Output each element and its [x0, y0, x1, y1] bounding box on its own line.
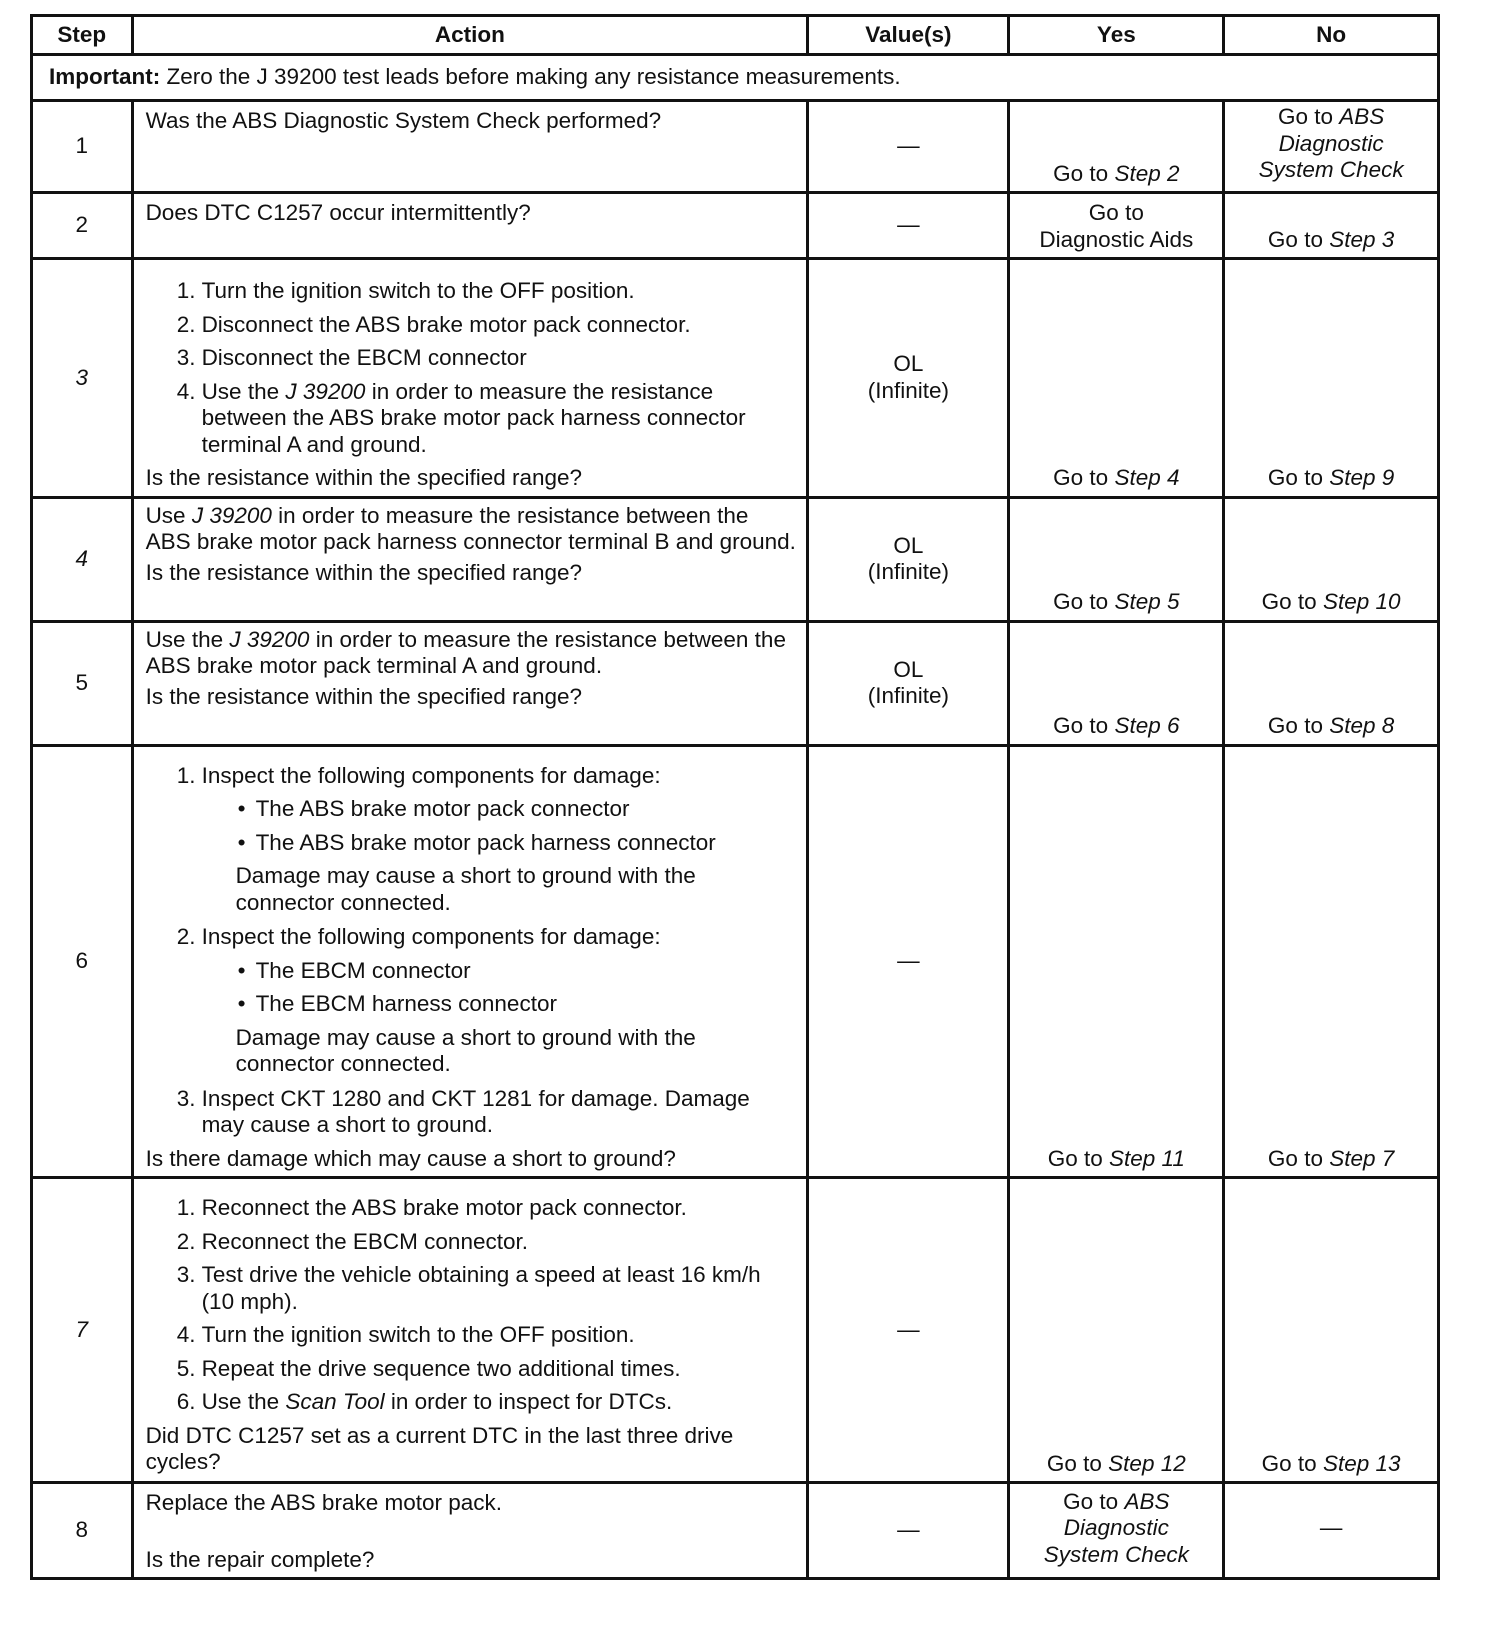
step-no: Go to Step 8 — [1224, 621, 1439, 745]
action-text: Was the ABS Diagnostic System Check performed? — [145, 108, 662, 133]
step-action — [132, 193, 808, 259]
step-no — [1224, 101, 1439, 193]
table-row — [32, 101, 1439, 193]
table-row — [32, 621, 1439, 745]
header-no: No — [1224, 16, 1439, 55]
action-question: Did DTC C1257 set as a current DTC in the last three drive cycles? — [145, 1422, 734, 1474]
table-row — [32, 1483, 1439, 1579]
list-item: 1. Inspect the following components for damage: — [176, 762, 661, 788]
step-no: — — [1224, 1483, 1439, 1579]
list-item: 2. Disconnect the ABS brake motor pack connector. — [176, 311, 691, 337]
action-text: Does DTC C1257 occur intermittently? — [145, 200, 531, 225]
step-action — [132, 1483, 808, 1579]
header-action: Action — [132, 16, 808, 55]
header-row — [32, 16, 1439, 55]
step-number: 4 — [32, 497, 133, 621]
list-item: 3. Inspect CKT 1280 and CKT 1281 for damage. Damage may cause a short to ground. — [176, 1085, 750, 1137]
step-number: 6 — [32, 745, 133, 1178]
goto-link: System Check — [1258, 157, 1404, 182]
step-number: 7 — [32, 1178, 133, 1483]
header-step: Step — [32, 16, 133, 55]
important-row — [32, 55, 1439, 101]
step-yes: Go to Step 5 — [1009, 497, 1224, 621]
list-item: 5. Repeat the drive sequence two additional times. — [176, 1355, 681, 1381]
header-values: Value(s) — [808, 16, 1009, 55]
list-item: 1. Turn the ignition switch to the OFF position. — [176, 278, 635, 303]
goto-link: Diagnostic — [1278, 130, 1384, 156]
bullet-item: • The ABS brake motor pack connector — [237, 796, 630, 821]
goto-text: Go to — [1267, 226, 1330, 252]
bullet-item: • The EBCM connector — [237, 957, 471, 983]
action-question: Is there damage which may cause a short to ground? — [145, 1145, 676, 1171]
goto-link: Diagnostic Aids — [1039, 226, 1194, 252]
bullet-item: • The EBCM harness connector — [237, 991, 557, 1016]
important-label: Important: — [49, 64, 161, 90]
note-text: Damage may cause a short to ground with the connector connected. — [235, 1024, 696, 1076]
goto-text: Go to — [1053, 160, 1115, 186]
table-row — [32, 745, 1439, 1178]
step-no: Go to Step 9 — [1224, 259, 1439, 498]
header-yes: Yes — [1009, 16, 1224, 55]
action-question: Is the repair complete? — [145, 1546, 375, 1572]
list-item: 2. Inspect the following components for damage: — [176, 924, 661, 949]
list-item: 3. Test drive the vehicle obtaining a speed at least 16 km/h (10 mph). — [176, 1262, 761, 1314]
goto-text: Go to — [1088, 200, 1144, 225]
step-action — [132, 621, 808, 745]
diagnostic-table — [30, 14, 1440, 1580]
important-note — [32, 55, 1439, 101]
goto-link: Step 3 — [1329, 226, 1395, 252]
bullet-item: • The ABS brake motor pack harness connector — [237, 829, 716, 855]
step-number: 8 — [32, 1483, 133, 1579]
step-value: — — [808, 745, 1009, 1178]
step-no: Go to Step 7 — [1224, 745, 1439, 1178]
step-no — [1224, 193, 1439, 259]
step-action — [132, 1178, 808, 1483]
step-number: 1 — [32, 101, 133, 193]
goto-text: Go to — [1277, 104, 1340, 129]
step-number: 5 — [32, 621, 133, 745]
step-value: — — [808, 101, 1009, 193]
table-row — [32, 193, 1439, 259]
step-yes: Go to Step 12 — [1009, 1178, 1224, 1483]
step-yes — [1009, 101, 1224, 193]
action-question: Is the resistance within the specified range? — [145, 465, 583, 490]
list-item: 2. Reconnect the EBCM connector. — [176, 1228, 528, 1254]
step-no: Go to Step 13 — [1224, 1178, 1439, 1483]
list-item: 3. Disconnect the EBCM connector — [176, 345, 527, 370]
step-no: Go to Step 10 — [1224, 497, 1439, 621]
list-item: 4. Turn the ignition switch to the OFF position. — [176, 1322, 635, 1347]
step-yes: Go to Step 6 — [1009, 621, 1224, 745]
step-action — [132, 101, 808, 193]
step-action — [132, 745, 808, 1178]
action-text: Replace the ABS brake motor pack. — [145, 1490, 503, 1515]
step-value: OL (Infinite) — [808, 497, 1009, 621]
action-text: Use J 39200 in order to measure the resistance between the ABS brake motor pack harness connector terminal B and ground. — [145, 502, 796, 554]
step-value: — — [808, 1483, 1009, 1579]
note-text: Damage may cause a short to ground with the connector connected. — [235, 863, 696, 915]
list-item: 4. Use the J 39200 in order to measure the resistance between the ABS brake motor pack harness connector terminal A and ground. — [176, 378, 746, 457]
action-question: Is the resistance within the specified range? — [145, 559, 583, 585]
list-item: 6. Use the Scan Tool in order to inspect for DTCs. — [176, 1389, 673, 1414]
action-text: Use the J 39200 in order to measure the resistance between the ABS brake motor pack terminal A and ground. — [145, 626, 786, 678]
table-row — [32, 259, 1439, 498]
step-yes: Go to Step 4 — [1009, 259, 1224, 498]
step-yes: Go to ABS Diagnostic System Check — [1009, 1483, 1224, 1579]
goto-link: Step 2 — [1114, 160, 1180, 186]
step-action — [132, 259, 808, 498]
step-yes: Go to Step 11 — [1009, 745, 1224, 1178]
step-action — [132, 497, 808, 621]
list-item: 1. Reconnect the ABS brake motor pack connector. — [176, 1195, 687, 1220]
goto-link: ABS — [1339, 104, 1385, 129]
step-value: OL (Infinite) — [808, 621, 1009, 745]
action-question: Is the resistance within the specified range? — [145, 683, 583, 709]
step-value: — — [808, 1178, 1009, 1483]
step-yes — [1009, 193, 1224, 259]
important-text: Zero the J 39200 test leads before making any resistance measurements. — [160, 64, 901, 90]
step-number: 3 — [32, 259, 133, 498]
table-row — [32, 497, 1439, 621]
table-row — [32, 1178, 1439, 1483]
step-value: — — [808, 193, 1009, 259]
step-value: OL (Infinite) — [808, 259, 1009, 498]
step-number: 2 — [32, 193, 133, 259]
